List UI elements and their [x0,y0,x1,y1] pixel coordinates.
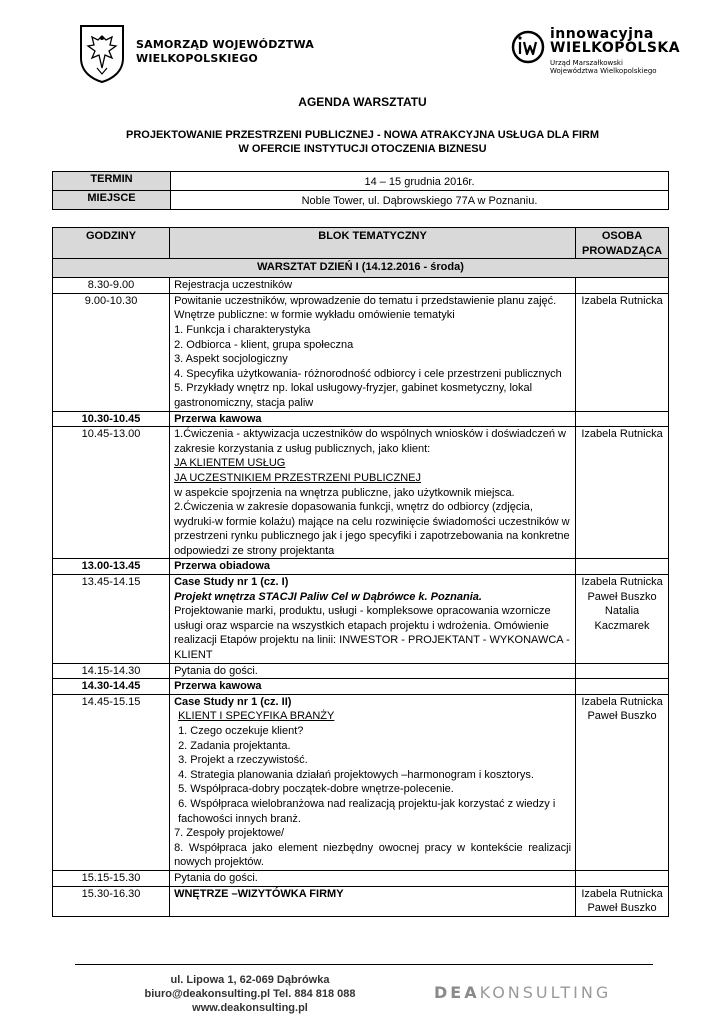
table-row [53,278,669,294]
table-row [53,293,669,411]
session-time: 14.45-15.15 [53,694,170,870]
session-speaker [576,663,669,679]
table-row [53,694,669,870]
session-speaker: Izabela Rutnicka Paweł Buszko [576,886,669,916]
session-speaker: Izabela Rutnicka Paweł Buszko Natalia Kaczmarek [576,575,669,664]
person-column-header: OSOBA PROWADZĄCA [576,228,669,259]
session-topic: Rejestracja uczestników [170,278,576,294]
session-speaker [576,411,669,427]
break-label: Przerwa obiadowa [170,559,576,575]
table-row [53,870,669,886]
termin-row [53,172,669,191]
footer-contact: ul. Lipowa 1, 62-069 Dąbrówka biuro@deakonsulting.pl Tel. 884 818 088 www.deakonsulting.pl [144,974,356,1014]
document-title: AGENDA WARSZTATU [298,95,427,109]
voivodeship-logo-text: SAMORZĄD WOJEWÓDZTWA WIELKOPOLSKIEGO [136,38,314,65]
break-row [53,411,669,427]
page-header [0,0,725,90]
break-row [53,679,669,695]
innovative-wielkopolska-logo-icon [511,30,545,64]
session-topic: Pytania do gości. [170,870,576,886]
agenda-header-row [53,228,669,259]
break-row [53,559,669,575]
session-topic: 1.Ćwiczenia - aktywizacja uczestników do wspólnych wniosków i doświadczeń w zakresie korzystania z usług publicznych, jako klient: JA KLIENTEM USŁUG JA UCZESTNIKIEM PRZESTRZENI PUBLICZNEJ w aspekcie spojrzenia na wnętrza publiczne, jako użytkownik miejsca. 2.Ćwiczenia w zakresie dopasowania funkcji, wnętrz do odbiorcy (zdjęcia, wydruki-w formie kolażu) mające na celu rozwinięcie świadomości uczestników w przestrzeni rynku publicznego jak i jego specyfiki i zapotrzebowania na konkretne odpowiedzi ze strony projektanta [170,427,576,559]
session-speaker: Izabela Rutnicka [576,427,669,559]
session-speaker: Izabela Rutnicka Paweł Buszko [576,694,669,870]
agenda-table [52,227,669,917]
session-topic: WNĘTRZE –WIZYTÓWKA FIRMY [170,886,576,916]
miejsce-row [53,191,669,210]
session-time: 14.15-14.30 [53,663,170,679]
hours-column-header: GODZINY [53,228,170,259]
session-topic: Case Study nr 1 (cz. I) Projekt wnętrza STACJI Paliw Cel w Dąbrówce k. Poznania. Projektowanie marki, produktu, usługi - kompleksowe opracowania wzornicze usługi oraz wsparcie na wszystkich etapach projektu i wdrożenia. Omówienie realizacji Etapów projektu na linii: INWESTOR - PROJEKTANT - WYKONAWCA - KLIENT [170,575,576,664]
break-time: 10.30-10.45 [53,411,170,427]
session-speaker [576,870,669,886]
miejsce-value: Noble Tower, ul. Dąbrowskiego 77A w Poznaniu. [171,191,669,210]
session-time: 15.15-15.30 [53,870,170,886]
innovative-wielkopolska-logo-text: innowacyjna WIELKOPOLSKA Urząd Marszałkowski Województwa Wielkopolskiego [550,26,681,75]
document-subtitle: PROJEKTOWANIE PRZESTRZENI PUBLICZNEJ - NOWA ATRAKCYJNA USŁUGA DLA FIRM W OFERCIE INSTYTUCJI OTOCZENIA BIZNESU [125,129,599,155]
deakonsulting-logo: DEAKONSULTING [434,983,612,1002]
table-row [53,575,669,664]
day-title-row [53,259,669,278]
termin-value: 14 – 15 grudnia 2016r. [171,172,669,191]
session-speaker [576,278,669,294]
session-speaker: Izabela Rutnicka [576,293,669,411]
session-topic: Case Study nr 1 (cz. II) KLIENT I SPECYFIKA BRANŻY 1. Czego oczekuje klient? 2. Zadania projektanta. 3. Projekt a rzeczywistość. 4. Strategia planowania działań projektowych –harmonogram i kosztorys. 5. Współpraca-dobry początek-dobre wnętrze-polecenie. 6. Współpraca wielobranżowa nad realizacją projektu-jak korzystać z wiedzy i fachowości innych branż. 7. Zespoły projektowe/ 8. Współpraca jako element niezbędny owocnej pracy w kontekście realizacji nowych projektów. [170,694,576,870]
session-topic: Pytania do gości. [170,663,576,679]
miejsce-label: MIEJSCE [53,191,171,210]
session-time: 13.45-14.15 [53,575,170,664]
session-time: 15.30-16.30 [53,886,170,916]
break-label: Przerwa kawowa [170,679,576,695]
break-label: Przerwa kawowa [170,411,576,427]
block-column-header: BLOK TEMATYCZNY [170,228,576,259]
session-time: 9.00-10.30 [53,293,170,411]
session-time: 10.45-13.00 [53,427,170,559]
session-time: 8.30-9.00 [53,278,170,294]
table-row [53,427,669,559]
table-row [53,663,669,679]
session-topic: Powitanie uczestników, wprowadzenie do tematu i przedstawienie planu zajęć. Wnętrze publiczne: w formie wykładu omówienie tematyki 1. Funkcja i charakterystyka 2. Odbiorca - klient, grupa społeczna 3. Aspekt socjologiczny 4. Specyfika użytkowania- różnorodność odbiorcy i cele przestrzeni publicznych 5. Przykłady wnętrz np. lokal usługowy-fryzjer, gabinet kosmetyczny, lokal gastronomiczny, stacja paliw [170,293,576,411]
session-speaker [576,679,669,695]
table-row [53,886,669,916]
footer-divider [75,964,653,965]
coat-of-arms-icon [78,24,126,84]
termin-label: TERMIN [53,172,171,191]
event-info-table [52,171,669,210]
break-time: 13.00-13.45 [53,559,170,575]
session-speaker [576,559,669,575]
break-time: 14.30-14.45 [53,679,170,695]
day-title: WARSZTAT DZIEŃ I (14.12.2016 - środa) [53,259,669,278]
